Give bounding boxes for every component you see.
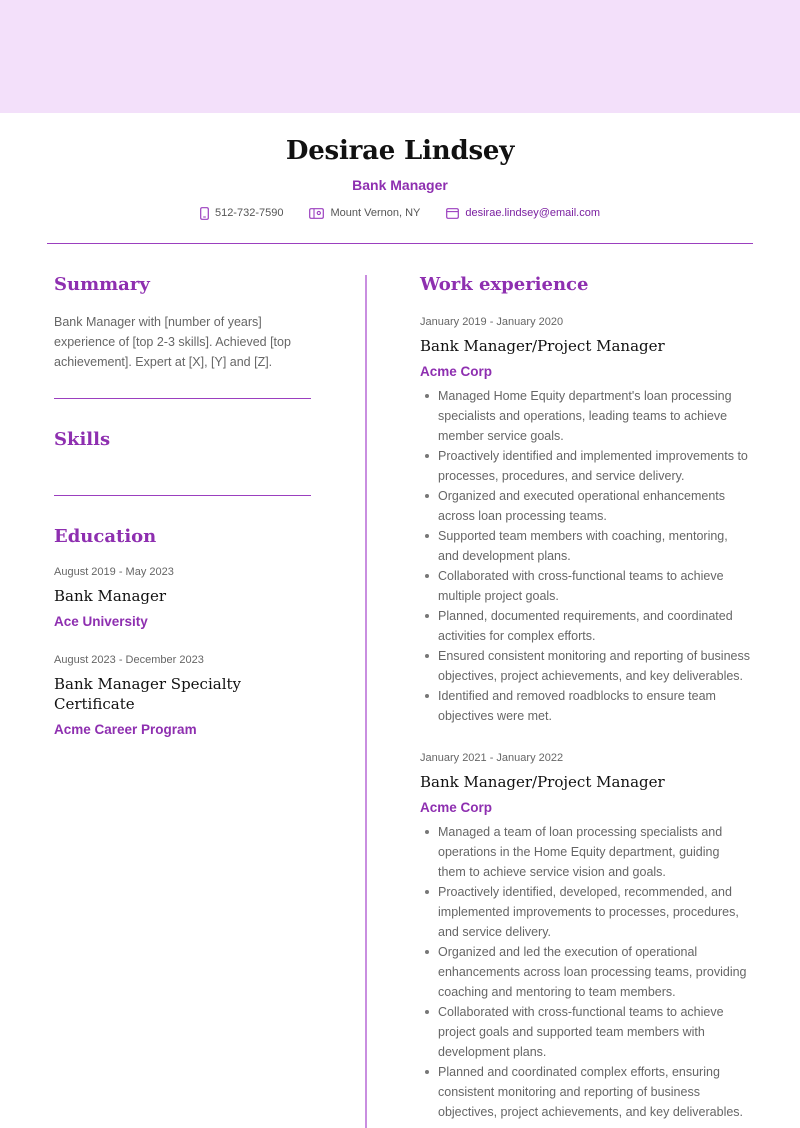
- job-company: Acme Corp: [420, 800, 493, 815]
- email-link[interactable]: desirae.lindsey@email.com: [465, 207, 601, 219]
- list-item: Ensured consistent monitoring and reporting of business objectives, project achievements, and key deliverables.: [420, 646, 750, 686]
- skills-title: Skills: [54, 429, 111, 450]
- list-item: Organized and led the execution of operational enhancements across loan processing teams, providing coaching and mentoring to team members.: [420, 942, 750, 1002]
- mail-icon: [446, 208, 459, 219]
- list-item: Managed Home Equity department's loan processing specialists and operations, leading teams to achieve member service goals.: [420, 386, 750, 446]
- contact-email[interactable]: [446, 205, 600, 221]
- job-company: Acme Corp: [420, 364, 493, 379]
- education-school: Ace University: [54, 614, 148, 629]
- phone-text: 512-732-7590: [214, 207, 284, 219]
- education-date: August 2019 - May 2023: [54, 566, 174, 578]
- job-bullets: [420, 386, 750, 726]
- list-item: Collaborated with cross-functional teams to achieve project goals and supported team members with development plans.: [420, 1002, 750, 1062]
- contact-phone: [200, 205, 284, 221]
- education-item: [54, 564, 311, 632]
- education-degree: Bank Manager: [54, 587, 167, 605]
- list-item: Organized and executed operational enhancements across loan processing teams.: [420, 486, 750, 526]
- header-divider: [47, 243, 753, 244]
- list-item: Planned and coordinated complex efforts, ensuring consistent monitoring and reporting of business objectives, project achievements, and key deliverables.: [420, 1062, 750, 1122]
- job-entry: [420, 750, 750, 1122]
- candidate-role: Bank Manager: [352, 177, 448, 193]
- location-text: Mount Vernon, NY: [330, 207, 421, 219]
- phone-icon: [200, 207, 209, 220]
- contact-location: [309, 205, 420, 221]
- resume-header: [0, 113, 800, 221]
- list-item: Collaborated with cross-functional teams to achieve multiple project goals.: [420, 566, 750, 606]
- summary-divider: [54, 398, 311, 399]
- education-item: [54, 652, 311, 740]
- list-item: Proactively identified and implemented improvements to processes, procedures, and service delivery.: [420, 446, 750, 486]
- job-title: Bank Manager/Project Manager: [420, 773, 665, 791]
- education-degree: Bank Manager Specialty Certificate: [54, 675, 242, 713]
- list-item: Planned, documented requirements, and coordinated activities for complex efforts.: [420, 606, 750, 646]
- candidate-name: Desirae Lindsey: [285, 136, 515, 166]
- education-title: Education: [54, 526, 157, 547]
- contact-row: [0, 205, 800, 221]
- list-item: Identified and removed roadblocks to ensure team objectives were met.: [420, 686, 750, 726]
- job-title: Bank Manager/Project Manager: [420, 337, 665, 355]
- right-column: [420, 272, 750, 1122]
- list-item: Managed a team of loan processing specialists and operations in the Home Equity department, guiding them to achieve service vision and goals.: [420, 822, 750, 882]
- education-date: August 2023 - December 2023: [54, 654, 204, 666]
- map-icon: [309, 208, 324, 219]
- job-entry: [420, 314, 750, 726]
- header-banner: [0, 0, 800, 113]
- column-divider: [365, 275, 367, 1128]
- list-item: Proactively identified, developed, recommended, and implemented improvements to processes, procedures, and service delivery.: [420, 882, 750, 942]
- list-item: Supported team members with coaching, mentoring, and development plans.: [420, 526, 750, 566]
- job-bullets: [420, 822, 750, 1122]
- education-school: Acme Career Program: [54, 722, 197, 737]
- work-title: Work experience: [420, 274, 589, 295]
- skills-divider: [54, 495, 311, 496]
- summary-text: Bank Manager with [number of years] experience of [top 2-3 skills]. Achieved [top achievement]. Expert at [X], [Y] and [Z].: [54, 315, 291, 369]
- left-column: [54, 272, 311, 740]
- job-date: January 2021 - January 2022: [420, 752, 564, 764]
- summary-title: Summary: [54, 274, 150, 295]
- job-date: January 2019 - January 2020: [420, 316, 564, 328]
